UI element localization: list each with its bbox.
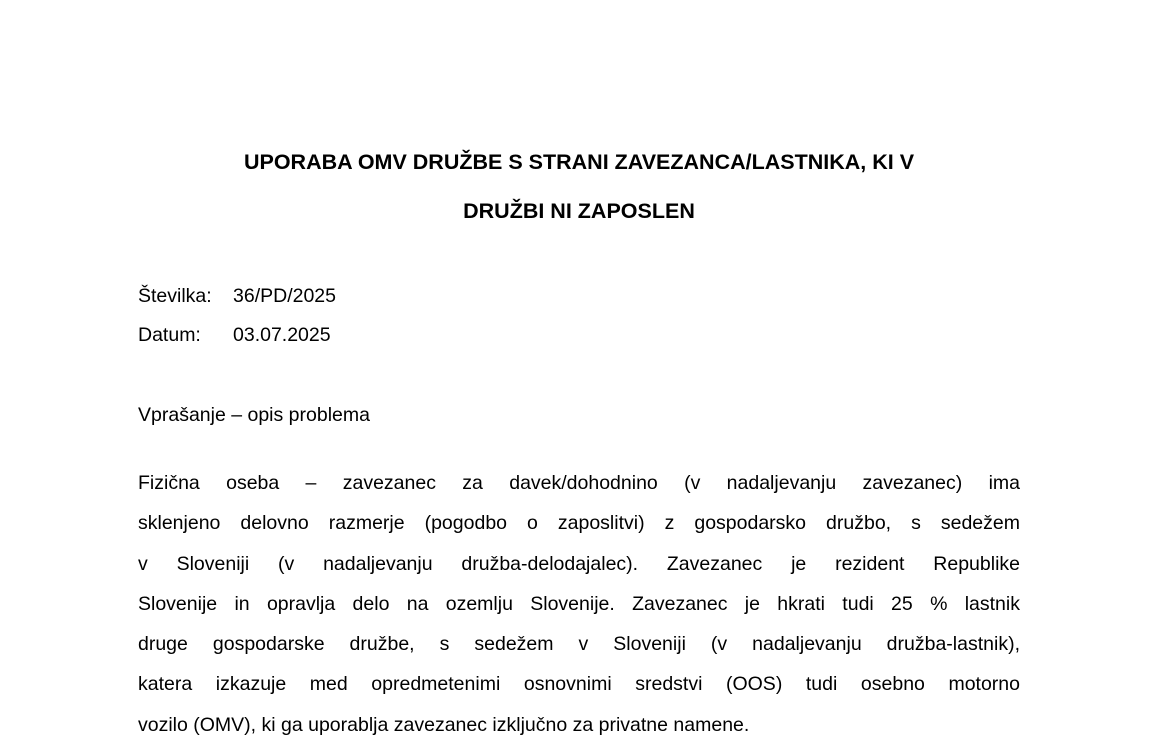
paragraph-line: sklenjeno delovno razmerje (pogodbo o zaposlitvi) z gospodarsko družbo, s sedežem (138, 512, 1020, 535)
paragraph-line: v Sloveniji (v nadaljevanju družba-delodajalec). Zavezanec je rezident Republike (138, 552, 1020, 575)
document-title-line-1: UPORABA OMV DRUŽBE S STRANI ZAVEZANCA/LASTNIKA, KI V (243, 150, 915, 174)
paragraph-line: Slovenije in opravlja delo na ozemlju Slovenije. Zavezanec je hkrati tudi 25 % lastnik (138, 592, 1020, 615)
paragraph-line: vozilo (OMV), ki ga uporablja zavezanec izključno za privatne namene. (138, 713, 750, 736)
document-number-value: 36/PD/2025 (233, 285, 336, 307)
document-number-row (138, 283, 336, 309)
paragraph-line: Fizična oseba – zavezanec za davek/dohodnino (v nadaljevanju zavezanec) ima (138, 472, 1020, 494)
document-number-label: Številka: (138, 285, 212, 307)
document-title-line-2: DRUŽBI NI ZAPOSLEN (463, 199, 695, 223)
document-date-value: 03.07.2025 (233, 324, 331, 346)
document-date-row (138, 322, 331, 348)
paragraph-line: druge gospodarske družbe, s sedežem v Sloveniji (v nadaljevanju družba-lastnik), (138, 633, 1020, 656)
section-heading: Vprašanje – opis problema (138, 404, 370, 426)
document-date-label: Datum: (138, 324, 201, 346)
paragraph-line: katera izkazuje med opredmetenimi osnovnimi sredstvi (OOS) tudi osebno motorno (138, 673, 1020, 696)
body-paragraph (138, 470, 1020, 752)
